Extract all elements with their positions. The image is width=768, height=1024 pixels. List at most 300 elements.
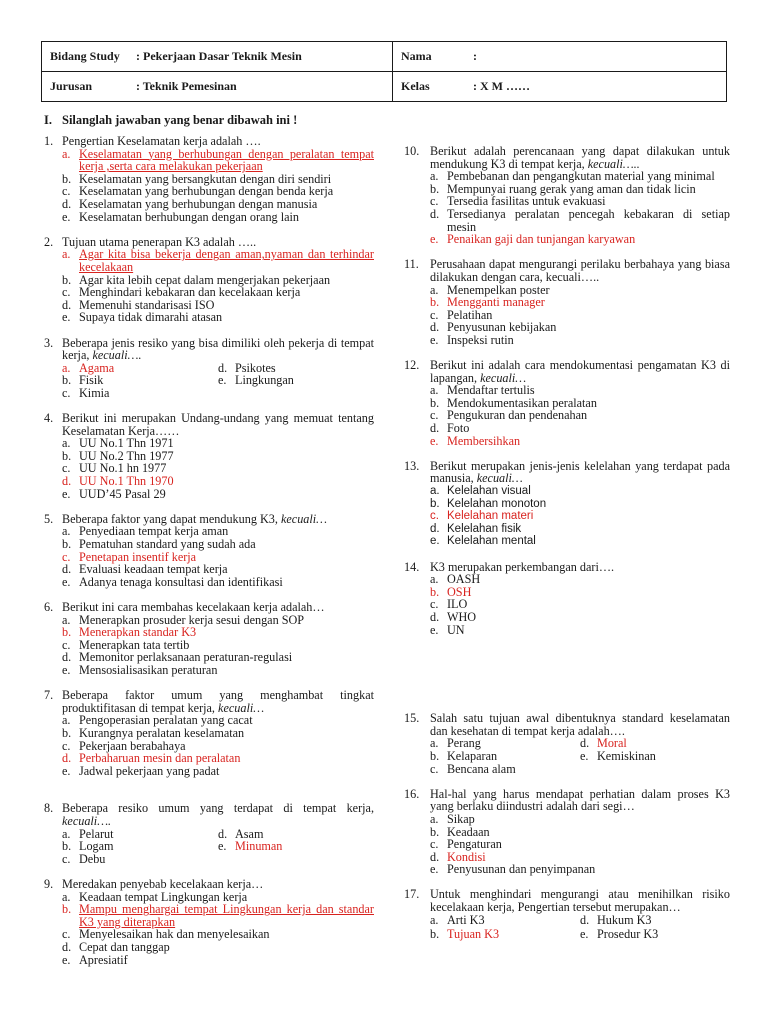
option-letter: a.: [430, 736, 439, 751]
answer-option[interactable]: [430, 838, 730, 851]
answer-option[interactable]: [430, 510, 730, 523]
option-text: Mempunyai ruang gerak yang aman dan tidak licin: [447, 181, 696, 196]
option-text: Psikotes: [235, 360, 276, 375]
option-letter: a.: [62, 146, 71, 161]
option-text: Kemiskinan: [597, 748, 656, 763]
answer-option[interactable]: [62, 387, 218, 400]
name-label: Nama: [401, 49, 432, 63]
answer-option[interactable]: [62, 765, 374, 778]
answer-option[interactable]: [430, 435, 730, 448]
answer-option[interactable]: [62, 374, 218, 387]
option-text: Kondisi: [447, 849, 486, 864]
answer-option[interactable]: [218, 374, 374, 387]
instruction: [44, 113, 297, 128]
question-4: [44, 412, 374, 500]
option-text: Perbaharuan mesin dan peralatan: [79, 751, 241, 766]
option-letter: d.: [62, 650, 72, 665]
question-text: [430, 145, 730, 170]
option-letter: a.: [62, 436, 71, 451]
answer-option[interactable]: [430, 763, 580, 776]
option-letter: d.: [62, 940, 72, 954]
option-text: Penaikan gaji dan tunjangan karyawan: [447, 232, 636, 247]
question-text: Perusahaan dapat mengurangi perilaku berbahaya yang biasa dilakukan dengan cara, kecuali…..: [430, 257, 730, 284]
option-letter: d.: [62, 474, 72, 489]
option-text: UU No.2 Thn 1977: [79, 448, 174, 463]
answer-option[interactable]: [62, 903, 374, 928]
question-text-except: kecuali…: [480, 370, 527, 385]
question-text: K3 merupakan perkembangan dari….: [430, 559, 615, 574]
question-text: Berikut ini merupakan Undang-undang yang memuat tentang Keselamatan Kerja……: [62, 411, 374, 438]
option-text: Kelaparan: [447, 748, 498, 763]
option-text: Jadwal pekerjaan yang padat: [79, 763, 220, 778]
question-number: 3.: [44, 335, 54, 350]
option-letter: e.: [430, 232, 439, 247]
option-letter: c.: [430, 510, 439, 523]
answer-option[interactable]: [62, 211, 374, 224]
option-text: Lingkungan: [235, 373, 294, 388]
question-text: [62, 802, 374, 827]
option-letter: b.: [430, 927, 440, 942]
question-text: Berikut ini cara membahas kecelakaan kerja adalah…: [62, 599, 325, 614]
option-letter: e.: [62, 662, 71, 677]
option-text: UUD’45 Pasal 29: [79, 486, 166, 501]
question-11: [404, 258, 730, 346]
class-label: Kelas: [401, 79, 430, 93]
question-text-main: Beberapa faktor umum yang menghambat tingkat produktifitasan di tempat kerja,: [62, 688, 374, 715]
right-column: [404, 145, 730, 941]
option-text: Asam: [235, 826, 264, 841]
question-number: 10.: [404, 144, 420, 158]
option-letter: e.: [62, 310, 71, 325]
question-number: 11.: [404, 257, 419, 272]
option-text: Memonitor perlaksanaan peraturan-regulasi: [79, 650, 293, 665]
question-13: [404, 460, 730, 548]
option-letter: a.: [62, 247, 71, 262]
option-letter: e.: [430, 332, 439, 347]
option-letter: e.: [62, 486, 71, 501]
answer-option[interactable]: [62, 538, 374, 551]
major-value: : Teknik Pemesinan: [136, 79, 237, 93]
option-text: Pekerjaan berabahaya: [79, 738, 186, 753]
header-class-cell[interactable]: [393, 72, 727, 102]
answer-option[interactable]: [430, 409, 730, 422]
question-number: 16.: [404, 786, 420, 801]
answer-option[interactable]: [62, 488, 374, 501]
option-letter: d.: [218, 360, 228, 375]
instruction-number: I.: [44, 113, 52, 127]
question-text: [62, 689, 374, 714]
option-letter: a.: [62, 889, 71, 904]
question-text: Pengertian Keselamatan kerja adalah ….: [62, 134, 261, 148]
answer-option[interactable]: [430, 296, 730, 309]
question-text: Hal-hal yang harus mendapat perhatian dalam proses K3 yang berlaku diindustri adalah dari segi…: [430, 786, 730, 814]
option-text: Pembebanan dan pengangkutan material yang minimal: [447, 169, 715, 184]
question-5: [44, 513, 374, 589]
class-value: : X M ……: [473, 79, 530, 93]
option-letter: a.: [62, 524, 71, 539]
option-letter: e.: [580, 748, 589, 763]
option-text: Foto: [447, 421, 470, 436]
question-number: 9.: [44, 877, 54, 892]
option-letter: e.: [62, 574, 71, 589]
option-letter: e.: [430, 535, 440, 548]
option-text: Mendokumentasikan peralatan: [447, 395, 597, 410]
question-8: [44, 802, 374, 865]
option-text: Menerapkan prosuder kerja sesui dengan SOP: [79, 612, 305, 627]
option-text: Pelatihan: [447, 307, 493, 322]
option-text: Keadaan: [447, 824, 490, 839]
option-text: Kelelahan materi: [447, 510, 534, 523]
option-letter: b.: [62, 839, 72, 854]
option-letter: e.: [430, 622, 439, 637]
answer-option[interactable]: [430, 384, 730, 397]
option-letter: a.: [62, 612, 71, 627]
answer-option[interactable]: [62, 198, 374, 211]
major-label: Jurusan: [50, 79, 93, 93]
option-text: Bencana alam: [447, 761, 516, 776]
option-letter: a.: [430, 572, 439, 587]
option-text: Menghindari kebakaran dan kecelakaan kerja: [79, 285, 301, 300]
option-text: Supaya tidak dimarahi atasan: [79, 310, 223, 325]
option-letter: d.: [580, 736, 590, 751]
option-letter: d.: [218, 826, 228, 841]
answer-option[interactable]: [430, 586, 730, 599]
option-text: ILO: [447, 597, 468, 612]
option-letter: d.: [430, 206, 440, 221]
option-text: OSH: [447, 584, 472, 599]
option-text: Menerapkan standar K3: [79, 625, 197, 640]
question-number: 8.: [44, 801, 54, 816]
answer-option[interactable]: [430, 233, 730, 246]
question-text: Untuk menghindari mengurangi atau menihilkan risiko kecelakaan kerja, Pengertian tersebut merupakan…: [430, 887, 730, 915]
option-text: Agama: [79, 360, 115, 375]
option-text: Perang: [447, 736, 481, 751]
option-text: Moral: [597, 736, 627, 751]
option-text: Penyusunan kebijakan: [447, 320, 557, 335]
option-letter: d.: [430, 849, 440, 864]
answer-option[interactable]: [430, 334, 730, 347]
question-text-main: Beberapa resiko umum yang terdapat di tempat kerja,: [62, 801, 374, 816]
option-letter: a.: [430, 485, 440, 498]
answer-option[interactable]: [430, 170, 730, 183]
answer-option[interactable]: [580, 750, 730, 763]
question-1: [44, 135, 374, 223]
question-number: 6.: [44, 599, 54, 614]
option-letter: c.: [62, 637, 71, 652]
option-text: Menerapkan tata tertib: [79, 637, 190, 652]
option-text: Mendaftar tertulis: [447, 383, 535, 398]
question-text-except: kecuali….: [62, 814, 112, 829]
question-2: [44, 236, 374, 324]
answer-option[interactable]: [580, 928, 730, 941]
question-15: [404, 712, 730, 775]
answer-option[interactable]: [62, 286, 374, 299]
question-text-main: Berikut merupakan jenis-jenis kelelahan yang terdapat pada manusia,: [430, 458, 730, 486]
option-letter: d.: [62, 751, 72, 766]
question-14: [404, 561, 730, 637]
option-letter: e.: [62, 952, 71, 967]
answer-option[interactable]: [62, 840, 218, 853]
option-text: Cepat dan tanggap: [79, 940, 170, 954]
option-text: Penyediaan tempat kerja aman: [79, 524, 229, 539]
option-text: Kurangnya peralatan keselamatan: [79, 725, 245, 740]
option-text: Tujuan K3: [447, 927, 500, 942]
question-9: [44, 878, 374, 966]
question-number: 17.: [404, 887, 420, 902]
answer-option[interactable]: [62, 954, 374, 967]
option-text: Kelelahan fisik: [447, 522, 522, 535]
option-letter: b.: [430, 181, 440, 196]
option-text: Tersedia fasilitas untuk evakuasi: [447, 194, 606, 209]
option-text: Debu: [79, 851, 106, 866]
option-letter: a.: [62, 713, 71, 728]
question-number: 2.: [44, 234, 54, 249]
option-letter: c.: [62, 184, 71, 199]
option-letter: c.: [62, 927, 71, 942]
option-letter: c.: [430, 194, 439, 209]
answer-option[interactable]: [62, 148, 374, 173]
option-letter: e.: [218, 373, 227, 388]
option-text: Keselamatan yang berhubungan dengan benda kerja: [79, 184, 334, 199]
option-text: Keselamatan yang berhubungan dengan peralatan tempat kerja ,serta cara melakukan pekerjaan: [79, 146, 374, 174]
option-letter: c.: [430, 408, 439, 423]
answer-option[interactable]: [430, 611, 730, 624]
option-letter: a.: [430, 169, 439, 184]
option-text: UN: [447, 622, 465, 637]
option-letter: b.: [430, 824, 440, 839]
option-letter: c.: [430, 307, 439, 322]
question-10: [404, 145, 730, 246]
option-text: Prosedur K3: [597, 927, 659, 942]
option-letter: c.: [62, 285, 71, 300]
option-letter: c.: [430, 761, 439, 776]
option-letter: b.: [430, 584, 440, 599]
option-text: Apresiatif: [79, 952, 128, 967]
option-text: UU No.1 hn 1977: [79, 461, 167, 476]
option-text: Mengganti manager: [447, 295, 545, 310]
option-text: UU No.1 Thn 1971: [79, 436, 174, 451]
question-text: Salah satu tujuan awal dibentuknya standard keselamatan dan kesehatan di tempat kerja adalah….: [430, 711, 730, 738]
option-text: Inspeksi rutin: [447, 332, 514, 347]
option-text: Agar kita bisa bekerja dengan aman,nyaman dan terhindar kecelakaan: [79, 247, 374, 274]
answer-option[interactable]: [430, 422, 730, 435]
header-table: [41, 41, 727, 102]
answer-option[interactable]: [62, 941, 374, 954]
question-number: 5.: [44, 511, 54, 526]
option-letter: d.: [62, 196, 72, 211]
option-letter: b.: [62, 448, 72, 463]
question-text-except: kecuali….: [92, 348, 142, 363]
answer-option[interactable]: [430, 523, 730, 536]
answer-option[interactable]: [62, 563, 374, 576]
question-text-main: Beberapa jenis resiko yang bisa dimiliki oleh pekerja di tempat kerja,: [62, 335, 374, 363]
left-column: [44, 135, 374, 966]
option-text: Logam: [79, 839, 114, 854]
question-number: 1.: [44, 134, 54, 148]
option-text: WHO: [447, 609, 477, 624]
answer-option[interactable]: [62, 437, 374, 450]
answer-option[interactable]: [62, 727, 374, 740]
question-text-except: kecuali…: [280, 511, 327, 526]
question-number: 15.: [404, 711, 420, 726]
option-text: Keselamatan yang berhubungan dengan manusia: [79, 196, 318, 211]
option-text: Kelelahan visual: [447, 485, 531, 498]
option-letter: c.: [62, 549, 71, 564]
answer-option[interactable]: [430, 914, 580, 927]
option-text: Mampu menghargai tempat Lingkungan kerja dan standar K3 yang diterapkan: [79, 902, 374, 929]
question-16: [404, 788, 730, 876]
question-text-main: Berikut ini adalah cara mendokumentasi pengamatan K3 di lapangan,: [430, 358, 730, 385]
option-letter: d.: [430, 522, 440, 535]
option-letter: a.: [430, 811, 439, 826]
option-text: Evaluasi keadaan tempat kerja: [79, 562, 228, 577]
option-letter: d.: [430, 320, 440, 335]
option-letter: e.: [580, 927, 589, 942]
question-6: [44, 601, 374, 677]
answer-option[interactable]: [430, 813, 730, 826]
option-letter: e.: [430, 433, 439, 448]
option-text: UU No.1 Thn 1970: [79, 474, 174, 489]
question-text-main: Beberapa faktor yang dapat mendukung K3,: [62, 511, 278, 526]
option-letter: c.: [62, 385, 71, 400]
answer-option[interactable]: [62, 752, 374, 765]
answer-option[interactable]: [430, 485, 730, 498]
answer-option[interactable]: [430, 863, 730, 876]
option-text: Kimia: [79, 385, 110, 400]
answer-option[interactable]: [62, 576, 374, 589]
option-text: Penetapan insentif kerja: [79, 549, 197, 564]
option-text: Pengaturan: [447, 837, 502, 852]
option-text: Agar kita lebih cepat dalam mengerjakan pekerjaan: [79, 272, 331, 287]
question-3: [44, 337, 374, 400]
option-letter: b.: [430, 497, 440, 510]
question-17: [404, 888, 730, 940]
option-text: Minuman: [235, 839, 283, 854]
option-text: Menyelesaikan hak dan menyelesaikan: [79, 927, 270, 942]
study-value: : Pekerjaan Dasar Teknik Mesin: [136, 49, 302, 63]
question-text: Tujuan utama penerapan K3 adalah …..: [62, 234, 257, 249]
question-text-except: kecuali…..: [587, 156, 640, 171]
question-number: 13.: [404, 458, 420, 473]
answer-option[interactable]: [430, 928, 580, 941]
option-letter: c.: [430, 597, 439, 612]
question-7: [44, 689, 374, 777]
option-text: Mensosialisasikan peraturan: [79, 662, 218, 677]
question-text-main: Berikut adalah perencanaan yang dapat dilakukan untuk mendukung K3 di tempat kerja,: [430, 144, 730, 171]
answer-option[interactable]: [62, 311, 374, 324]
option-letter: b.: [430, 395, 440, 410]
answer-option[interactable]: [430, 208, 730, 233]
option-letter: b.: [62, 625, 72, 640]
option-letter: e.: [62, 763, 71, 778]
option-text: Arti K3: [447, 912, 485, 927]
option-letter: b.: [62, 902, 72, 917]
option-letter: a.: [430, 912, 439, 927]
option-letter: c.: [62, 461, 71, 476]
answer-option[interactable]: [62, 664, 374, 677]
answer-option[interactable]: [62, 248, 374, 273]
question-number: 7.: [44, 688, 54, 703]
instruction-text: Silanglah jawaban yang benar dibawah ini !: [62, 113, 298, 127]
answer-option[interactable]: [430, 573, 730, 586]
option-text: Keselamatan berhubungan dengan orang lain: [79, 209, 299, 224]
option-letter: a.: [430, 383, 439, 398]
option-letter: b.: [62, 537, 72, 551]
answer-option[interactable]: [218, 840, 374, 853]
option-letter: d.: [580, 912, 590, 927]
option-letter: a.: [62, 826, 71, 841]
question-number: 4.: [44, 411, 54, 426]
answer-option[interactable]: [62, 475, 374, 488]
answer-option[interactable]: [580, 914, 730, 927]
option-letter: e.: [430, 862, 439, 877]
question-12: [404, 359, 730, 447]
option-letter: c.: [430, 837, 439, 852]
question-text-except: kecuali…: [476, 471, 523, 486]
question-number: 12.: [404, 358, 420, 373]
option-letter: d.: [430, 421, 440, 436]
option-text: Menempelkan poster: [447, 282, 550, 297]
option-text: OASH: [447, 572, 481, 587]
option-text: Sikap: [447, 811, 475, 826]
option-letter: b.: [62, 373, 72, 388]
option-letter: b.: [430, 295, 440, 310]
option-letter: e.: [218, 839, 227, 854]
option-text: Memenuhi standarisasi ISO: [79, 297, 215, 312]
option-text: Pelarut: [79, 826, 114, 841]
answer-option[interactable]: [430, 498, 730, 511]
option-text: Keadaan tempat Lingkungan kerja: [79, 889, 248, 904]
name-value: :: [473, 49, 477, 63]
option-letter: c.: [62, 851, 71, 866]
answer-option[interactable]: [62, 626, 374, 639]
option-letter: b.: [62, 725, 72, 740]
option-letter: d.: [62, 562, 72, 577]
answer-option[interactable]: [430, 535, 730, 548]
option-letter: b.: [62, 272, 72, 287]
question-text: [430, 359, 730, 384]
header-study-cell: [42, 42, 393, 72]
answer-option[interactable]: [430, 624, 730, 637]
option-text: Fisik: [79, 373, 104, 388]
question-number: 14.: [404, 559, 420, 574]
option-text: Pengukuran dan pendenahan: [447, 408, 588, 423]
option-text: Tersedianya peralatan pencegah kebakaran di setiap mesin: [447, 206, 730, 234]
answer-option[interactable]: [62, 853, 218, 866]
question-text-except: kecuali…: [218, 700, 265, 715]
header-name-cell[interactable]: [393, 42, 727, 72]
option-text: Penyusunan dan penyimpanan: [447, 862, 596, 877]
option-letter: b.: [430, 748, 440, 763]
option-text: Pematuhan standard yang sudah ada: [79, 537, 256, 551]
question-text: Meredakan penyebab kecelakaan kerja…: [62, 877, 264, 892]
option-letter: d.: [430, 609, 440, 624]
option-letter: b.: [62, 171, 72, 186]
option-text: Hukum K3: [597, 912, 652, 927]
study-label: Bidang Study: [50, 49, 120, 63]
option-letter: c.: [62, 738, 71, 753]
option-letter: e.: [62, 209, 71, 224]
question-text: [430, 460, 730, 485]
option-text: Membersihkan: [447, 433, 521, 448]
answer-option[interactable]: [430, 750, 580, 763]
option-letter: a.: [62, 360, 71, 375]
option-text: Kelelahan mental: [447, 535, 536, 548]
header-major-cell: [42, 72, 393, 102]
option-letter: a.: [430, 282, 439, 297]
option-text: Adanya tenaga konsultasi dan identifikasi: [79, 574, 283, 589]
option-text: Keselamatan yang bersangkutan dengan diri sendiri: [79, 171, 332, 186]
